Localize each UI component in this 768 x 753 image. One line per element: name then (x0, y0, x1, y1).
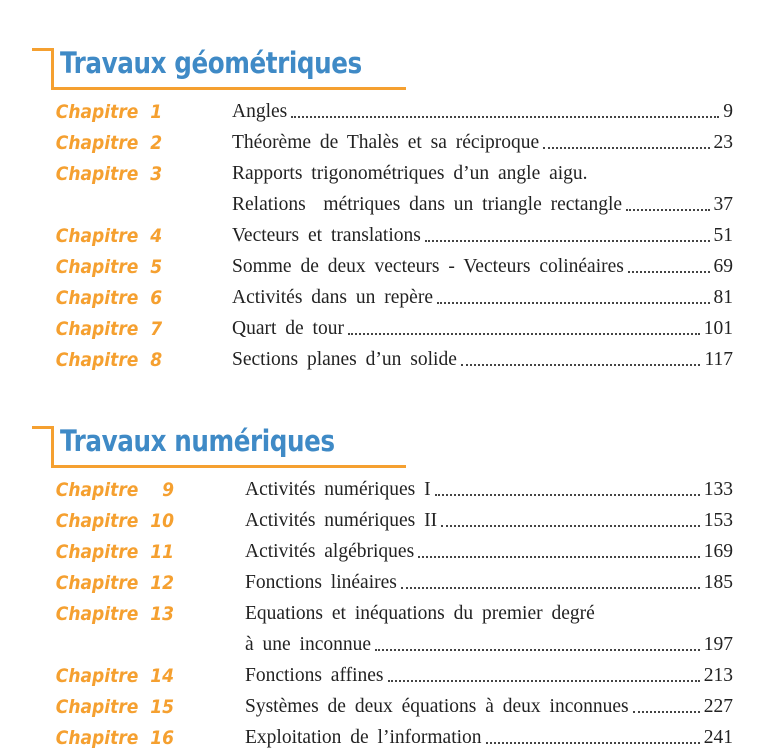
dot-leader (461, 364, 701, 366)
section-underline (51, 465, 406, 468)
page-number: 227 (703, 695, 733, 717)
chapter-title: Exploitation de l’information (245, 726, 482, 748)
dot-leader (486, 742, 700, 744)
dot-leader (291, 116, 719, 118)
chapter-label: Chapitre 3 (55, 162, 163, 185)
section-title: Travaux géométriques (60, 46, 362, 80)
page-number: 69 (713, 255, 733, 277)
toc-entry[interactable] (0, 158, 768, 189)
dot-leader (435, 494, 700, 496)
dot-leader (628, 271, 710, 273)
page-number: 213 (703, 664, 733, 686)
toc-entry[interactable] (0, 344, 768, 375)
dot-leader (418, 556, 700, 558)
chapter-label: Chapitre 13 (55, 602, 175, 625)
toc-entry[interactable] (0, 251, 768, 282)
dot-leader (375, 649, 700, 651)
toc-entry[interactable] (0, 536, 768, 567)
chapter-label: Chapitre 16 (55, 726, 175, 749)
chapter-title: Fonctions affines (245, 664, 384, 686)
page-number: 117 (704, 348, 733, 370)
chapter-label: Chapitre 6 (55, 286, 163, 309)
dot-leader (543, 147, 709, 149)
chapter-title: Systèmes de deux équations à deux inconnues (245, 695, 629, 717)
page-number: 37 (713, 193, 733, 215)
toc-entry[interactable] (0, 96, 768, 127)
toc-list (0, 96, 768, 375)
toc-entry[interactable] (0, 629, 768, 660)
chapter-label: Chapitre 15 (55, 695, 175, 718)
toc-entry[interactable] (0, 189, 768, 220)
chapter-title: Equations et inéquations du premier degré (245, 602, 595, 624)
chapter-title: à une inconnue (245, 633, 372, 655)
page-number: 23 (713, 131, 733, 153)
section-underline (51, 87, 406, 90)
chapter-title: Vecteurs et translations (232, 224, 421, 246)
chapter-title: Activités dans un repère (232, 286, 433, 308)
section-bracket (51, 48, 54, 89)
chapter-title: Théorème de Thalès et sa réciproque (232, 131, 540, 153)
chapter-label: Chapitre 14 (55, 664, 175, 687)
section-title: Travaux numériques (60, 424, 335, 458)
page-number: 185 (703, 571, 733, 593)
toc-entry[interactable] (0, 691, 768, 722)
chapter-label: Chapitre 11 (55, 540, 175, 563)
chapter-title: Angles (232, 100, 288, 122)
chapter-title: Activités numériques II (245, 509, 438, 531)
toc-entry[interactable] (0, 505, 768, 536)
chapter-label: Chapitre 12 (55, 571, 175, 594)
dot-leader (401, 587, 700, 589)
chapter-title: Fonctions linéaires (245, 571, 397, 593)
toc-entry[interactable] (0, 660, 768, 691)
page-number: 101 (703, 317, 733, 339)
toc-entry[interactable] (0, 220, 768, 251)
dot-leader (425, 240, 710, 242)
page-number: 153 (703, 509, 733, 531)
chapter-title: Relations métriques dans un triangle rectangle (232, 193, 623, 215)
page-number: 169 (703, 540, 733, 562)
chapter-label: Chapitre 10 (55, 509, 175, 532)
chapter-title: Quart de tour (232, 317, 344, 339)
dot-leader (348, 333, 700, 335)
toc-entry[interactable] (0, 474, 768, 505)
chapter-label: Chapitre 9 (55, 478, 175, 501)
chapter-title: Activités algébriques (245, 540, 415, 562)
chapter-label: Chapitre 7 (55, 317, 163, 340)
page-number: 133 (703, 478, 733, 500)
toc-entry[interactable] (0, 313, 768, 344)
toc-entry[interactable] (0, 567, 768, 598)
dot-leader (388, 680, 700, 682)
toc-list (0, 474, 768, 753)
chapter-label: Chapitre 4 (55, 224, 163, 247)
page-number: 81 (713, 286, 733, 308)
dot-leader (437, 302, 710, 304)
section-bracket (51, 426, 54, 467)
dot-leader (633, 711, 700, 713)
chapter-title: Activités numériques I (245, 478, 431, 500)
chapter-label: Chapitre 1 (55, 100, 163, 123)
page-number: 197 (703, 633, 733, 655)
toc-entry[interactable] (0, 282, 768, 313)
chapter-label: Chapitre 5 (55, 255, 163, 278)
chapter-title: Somme de deux vecteurs - Vecteurs colinéaires (232, 255, 624, 277)
chapter-title: Sections planes d’un solide (232, 348, 457, 370)
dot-leader (441, 525, 700, 527)
chapter-label: Chapitre 8 (55, 348, 163, 371)
chapter-title: Rapports trigonométriques d’un angle aigu. (232, 162, 588, 184)
page-number: 51 (713, 224, 733, 246)
toc-entry[interactable] (0, 598, 768, 629)
dot-leader (626, 209, 709, 211)
page-number: 241 (703, 726, 733, 748)
chapter-label: Chapitre 2 (55, 131, 163, 154)
page-number: 9 (723, 100, 733, 122)
toc-entry[interactable] (0, 722, 768, 753)
toc-entry[interactable] (0, 127, 768, 158)
